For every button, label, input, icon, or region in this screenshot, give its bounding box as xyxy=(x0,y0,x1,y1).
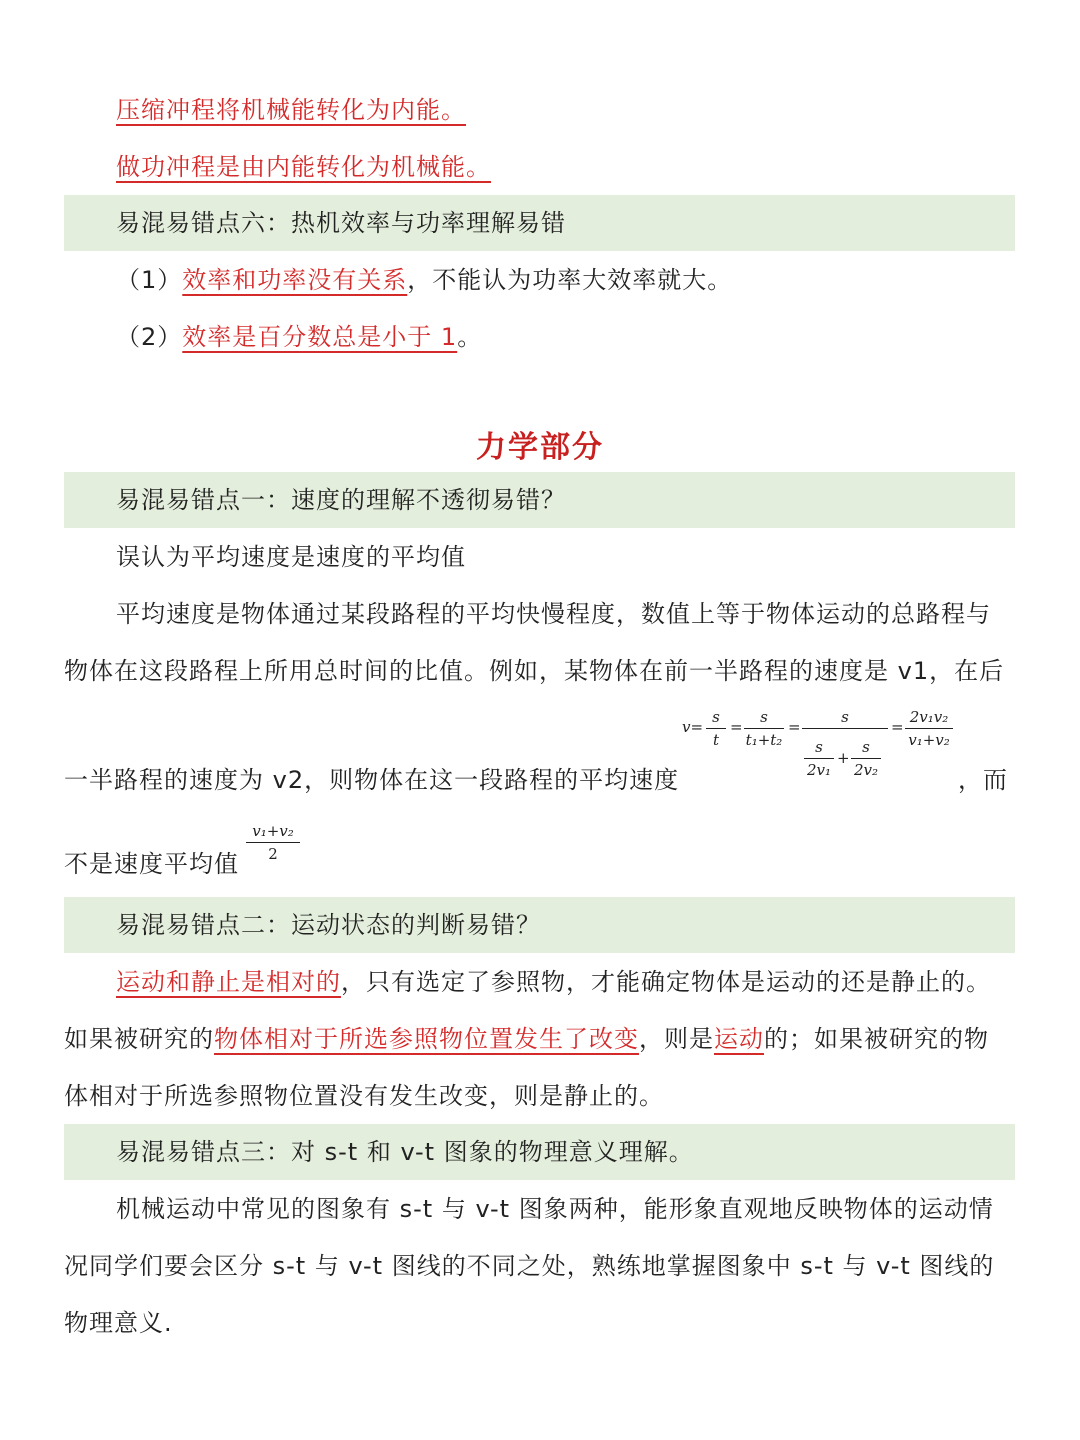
heading-bar-point2 xyxy=(64,897,1015,953)
fraction-den: t₁+t₂ xyxy=(745,731,783,749)
heading-point2: 易混易错点二：运动状态的判断易错？ xyxy=(116,911,541,939)
fraction-line xyxy=(804,758,834,759)
fraction-s-over-t1-t2 xyxy=(744,708,784,749)
fraction-s-over-2v1 xyxy=(804,738,834,779)
item-2-number: （2） xyxy=(116,323,183,351)
p2-highlight-1: 运动和静止是相对的 xyxy=(116,968,341,996)
fraction-line xyxy=(851,758,881,759)
p1-line-4-end: ，而 xyxy=(958,766,1008,794)
fraction-den: v₁+v₂ xyxy=(908,731,950,749)
item-1-highlight: 效率和功率没有关系 xyxy=(182,266,408,294)
fraction-num: s xyxy=(760,708,768,726)
fraction-result xyxy=(905,708,953,749)
heading-point3: 易混易错点三：对 s-t 和 v-t 图象的物理意义理解。 xyxy=(116,1138,694,1166)
fraction-num: s xyxy=(841,708,849,726)
fraction-s-over-2v2 xyxy=(851,738,881,779)
fraction-arithmetic-mean xyxy=(246,822,300,863)
fraction-compound xyxy=(802,708,888,731)
p1-line-4: 一半路程的速度为 v2，则物体在这一段路程的平均速度 xyxy=(64,766,680,794)
p3-line-1: 机械运动中常见的图象有 s-t 与 v-t 图象两种，能形象直观地反映物体的运动情 xyxy=(116,1195,994,1223)
point6-item-2 xyxy=(116,321,482,353)
formula-v-eq: v= xyxy=(682,718,704,736)
fraction-num: 2v₁v₂ xyxy=(909,708,949,726)
fraction-den: 2v₁ xyxy=(806,761,832,779)
item-2-highlight: 效率是百分数总是小于 1 xyxy=(182,323,458,351)
fraction-line xyxy=(744,728,784,729)
p3-line-3: 物理意义. xyxy=(64,1309,173,1337)
p2-highlight-3: 运动 xyxy=(714,1025,764,1053)
p2-text-2a: 如果被研究的 xyxy=(64,1025,214,1053)
p1-line-3: 物体在这段路程上所用总时间的比值。例如，某物体在前一半路程的速度是 v1，在后 xyxy=(64,657,1005,685)
heading-bar-point3 xyxy=(64,1124,1015,1180)
p2-text-2c: 的；如果被研究的物 xyxy=(764,1025,989,1053)
fraction-num: s xyxy=(712,708,720,726)
fraction-num: v₁+v₂ xyxy=(252,822,294,840)
p2-line-2 xyxy=(64,1023,989,1055)
formula-eq-1: = xyxy=(730,718,743,736)
p1-line-1: 误认为平均速度是速度的平均值 xyxy=(116,543,466,571)
fraction-line xyxy=(246,842,300,843)
formula-eq-3: = xyxy=(891,718,904,736)
formula-eq-2: = xyxy=(788,718,801,736)
point6-item-1 xyxy=(116,264,732,296)
fraction-den: 2 xyxy=(268,845,278,863)
item-2-rest: 。 xyxy=(457,323,483,351)
p1-line-5: 不是速度平均值 xyxy=(64,850,239,878)
fraction-line xyxy=(802,728,888,729)
item-1-rest: ，不能认为功率大效率就大。 xyxy=(407,266,733,294)
fraction-den: 2v₂ xyxy=(853,761,879,779)
heading-bar-point1 xyxy=(64,472,1015,528)
fraction-den: t xyxy=(712,731,720,749)
intro-line-1: 压缩冲程将机械能转化为内能。 xyxy=(116,96,466,124)
fraction-num: s xyxy=(815,738,823,756)
p2-line-1 xyxy=(116,966,991,998)
item-1-number: （1） xyxy=(116,266,183,294)
fraction-num: s xyxy=(862,738,870,756)
p2-highlight-2: 物体相对于所选参照物位置发生了改变 xyxy=(214,1025,639,1053)
heading-point1: 易混易错点一：速度的理解不透彻易错？ xyxy=(116,486,566,514)
intro-line-2: 做功冲程是由内能转化为机械能。 xyxy=(116,153,491,181)
p1-line-2: 平均速度是物体通过某段路程的平均快慢程度，数值上等于物体运动的总路程与 xyxy=(116,600,991,628)
heading-bar-point6 xyxy=(64,195,1015,251)
fraction-line xyxy=(706,728,726,729)
formula-plus: + xyxy=(837,749,850,767)
p2-text-1: ，只有选定了参照物，才能确定物体是运动的还是静止的。 xyxy=(341,968,991,996)
p2-line-3: 体相对于所选参照物位置没有发生改变，则是静止的。 xyxy=(64,1082,664,1110)
heading-point6: 易混易错点六：热机效率与功率理解易错 xyxy=(116,209,566,237)
fraction-s-over-t xyxy=(706,708,726,749)
p3-line-2: 况同学们要会区分 s-t 与 v-t 图线的不同之处，熟练地掌握图象中 s-t 与 v-t 图线的 xyxy=(64,1252,995,1280)
section-title: 力学部分 xyxy=(476,430,604,465)
p2-text-2b: ，则是 xyxy=(639,1025,714,1053)
fraction-line xyxy=(905,728,953,729)
